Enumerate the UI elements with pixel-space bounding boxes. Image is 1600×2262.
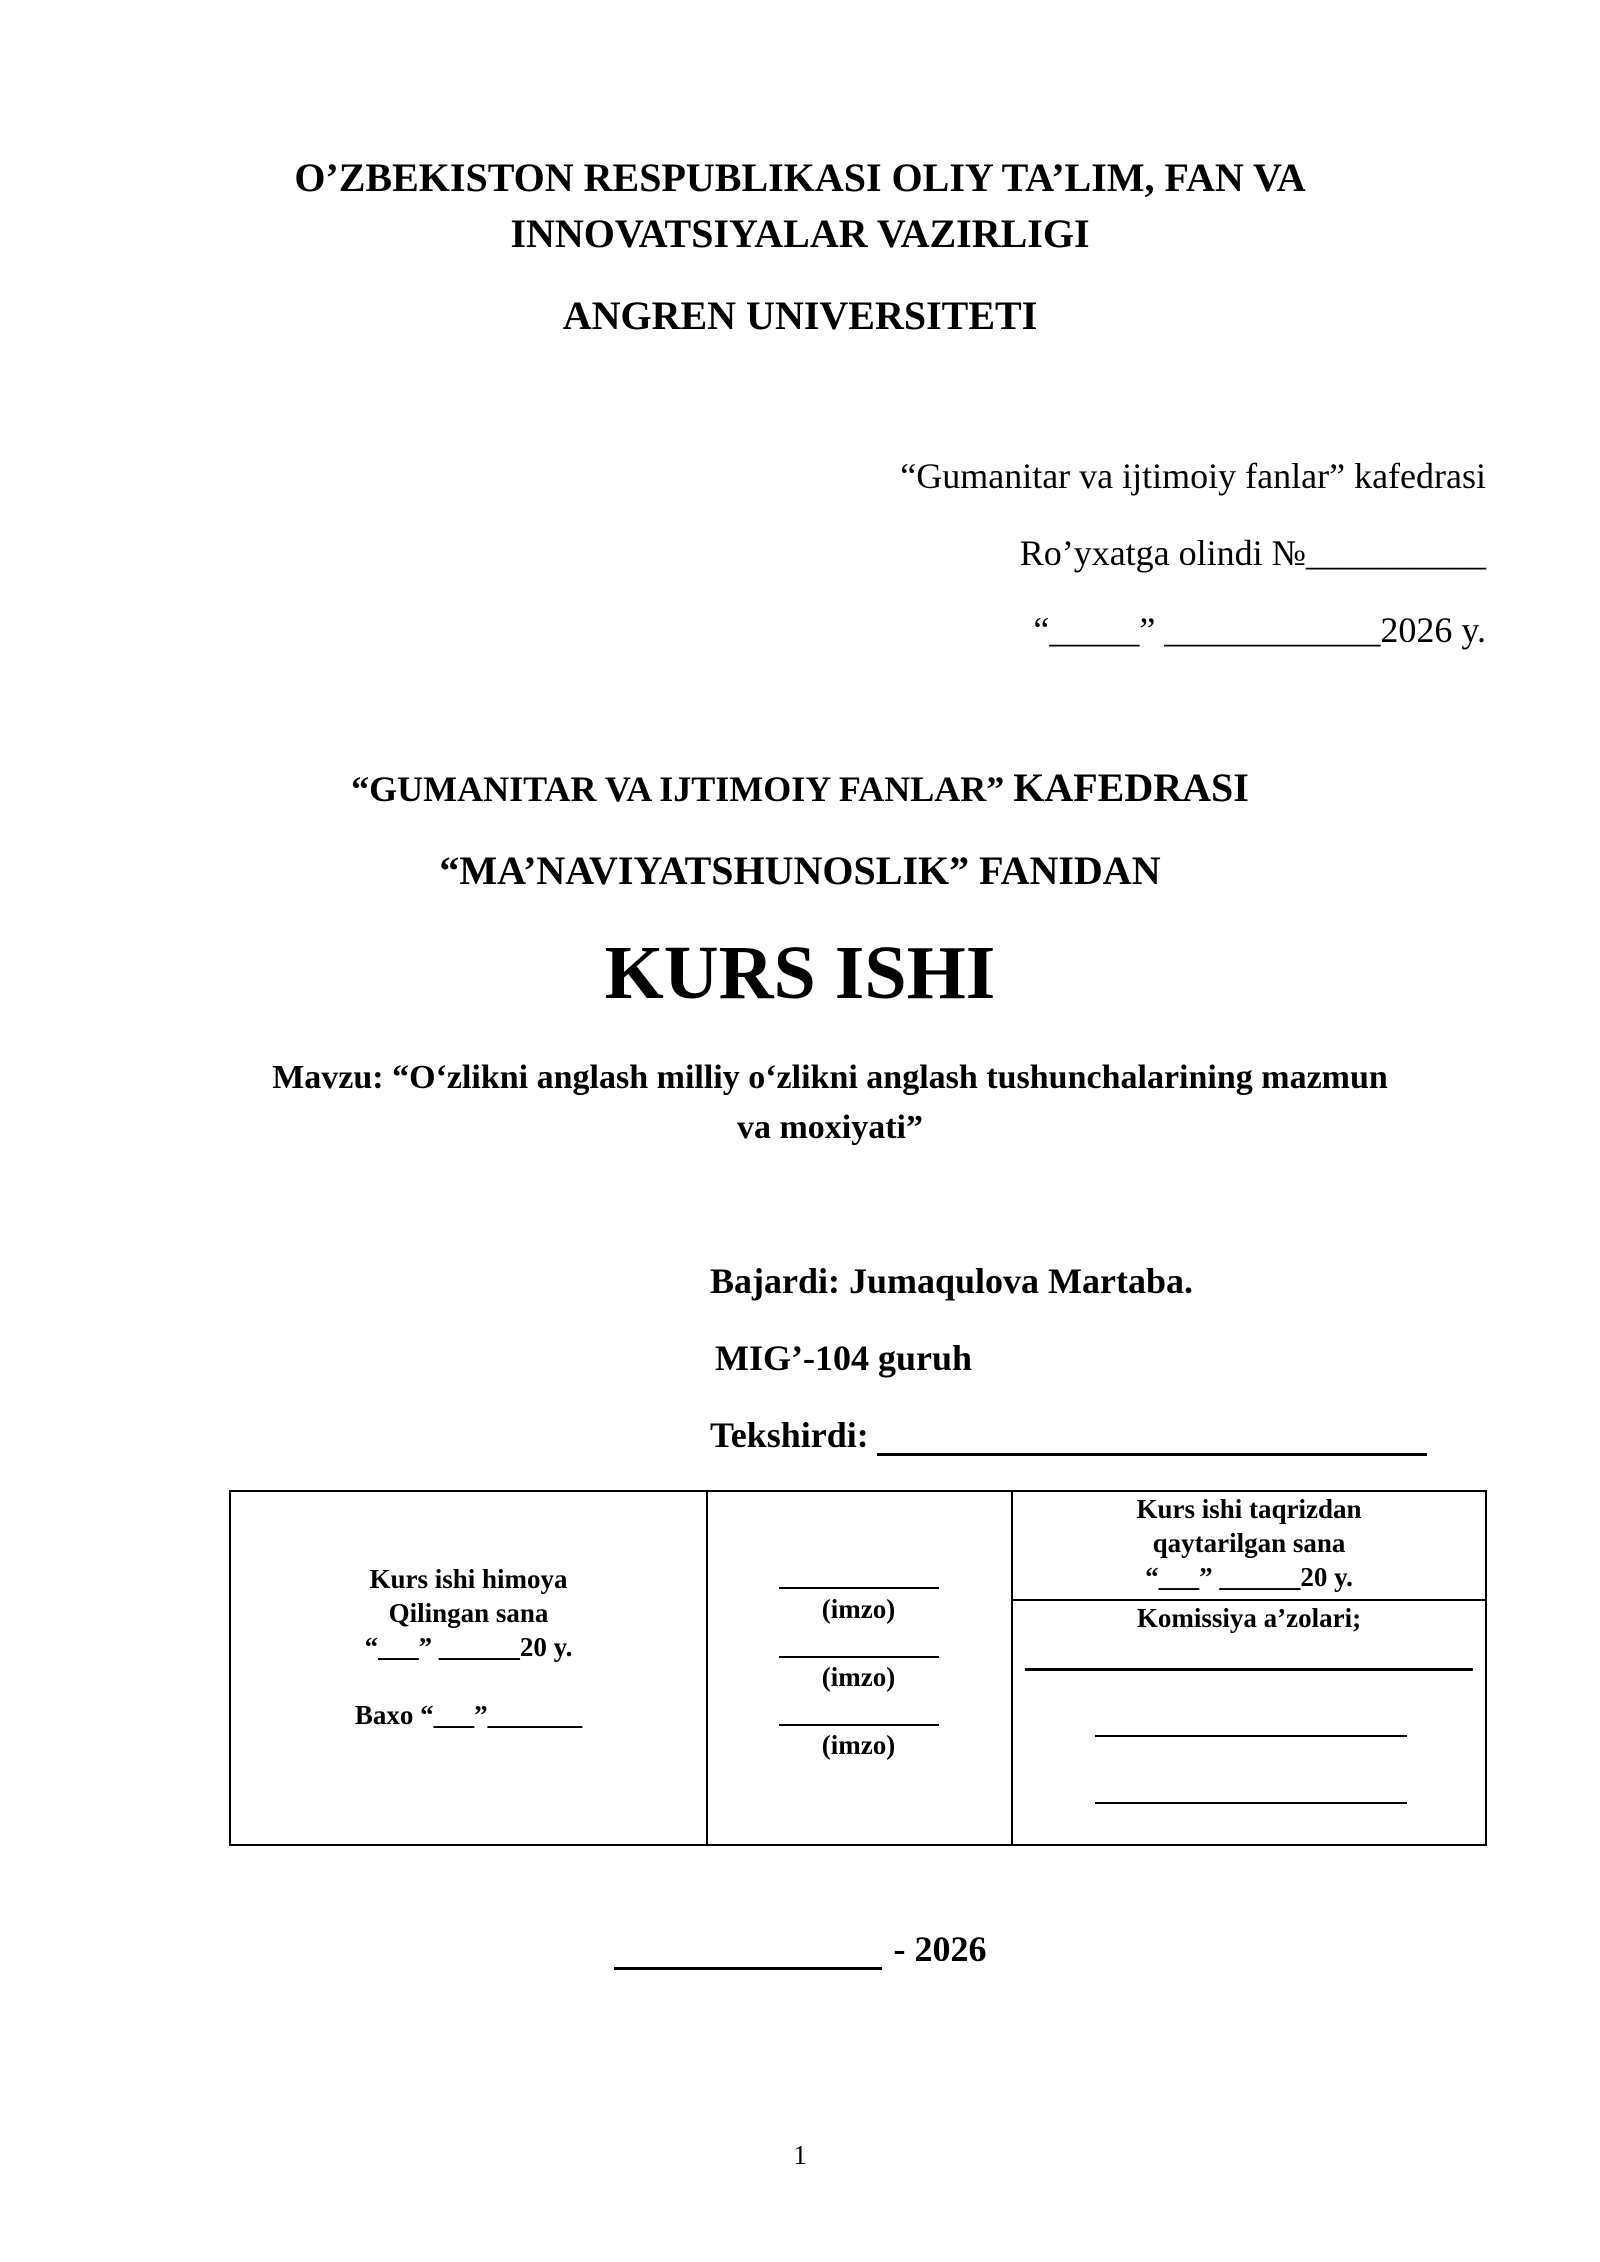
signature-line-1 [779, 1587, 939, 1589]
returned-date: “___” ______20 y. [1145, 1562, 1353, 1592]
department-title-word: KAFEDRASI [1013, 765, 1249, 810]
author-group: MIG’-104 guruh [715, 1338, 973, 1378]
checked-by-label: Tekshirdi: [710, 1415, 869, 1455]
subject-title: “MA’NAVIYATSHUNOSLIK” FANIDAN [439, 848, 1161, 893]
department-title-caps: “GUMANITAR VA IJTIMOIY FANLAR” [351, 769, 1005, 809]
department-title [0, 764, 1600, 811]
topic [180, 1053, 1480, 1153]
defense-label-2: Qilingan sana [388, 1598, 549, 1628]
signature-line-2 [779, 1656, 939, 1658]
checked-by [710, 1414, 1427, 1456]
ministry-name [0, 150, 1600, 262]
checked-by-blank [877, 1419, 1427, 1456]
year-label: - 2026 [893, 1929, 987, 1969]
defense-date: “___” ______20 y. [364, 1632, 573, 1662]
commission-line-2 [1095, 1735, 1407, 1737]
defense-table [229, 1490, 1487, 1846]
ministry-line-1: O’ZBEKISTON RESPUBLIKASI OLIY TA’LIM, FAN VA [294, 155, 1306, 200]
topic-line-2: va moxiyati” [736, 1109, 924, 1146]
returned-label-2: qaytarilgan sana [1152, 1528, 1346, 1558]
work-type-title: KURS ISHI [604, 931, 996, 1015]
grade: Baxo “___”_______ [354, 1700, 583, 1730]
footer-year [0, 1928, 1600, 1970]
university-name: ANGREN UNIVERSITETI [562, 293, 1038, 338]
returned-label-1: Kurs ishi taqrizdan [1136, 1494, 1362, 1524]
ministry-line-2: INNOVATSIYALAR VAZIRLIGI [510, 211, 1090, 256]
returned-info [1011, 1492, 1487, 1594]
signature-label-1: (imzo) [821, 1594, 896, 1624]
defense-info [231, 1562, 706, 1664]
signature-line-3 [779, 1724, 939, 1726]
commission-label: Komissiya a’zolari; [1136, 1603, 1362, 1633]
topic-line-1: Mavzu: “O‘zlikni anglash milliy o‘zlikni anglash tushunchalarining mazmun [272, 1059, 1388, 1096]
registration-number: Ro’yxatga olindi №__________ [1019, 533, 1486, 573]
registration-date: “_____” ____________2026 y. [1033, 610, 1486, 650]
commission-line-3 [1095, 1802, 1407, 1804]
commission-line-1 [1025, 1668, 1473, 1671]
city-blank [614, 1937, 882, 1970]
department-label: “Gumanitar va ijtimoiy fanlar” kafedrasi [900, 456, 1486, 496]
signature-label-3: (imzo) [821, 1730, 896, 1760]
author-name: Bajardi: Jumaqulova Martaba. [710, 1261, 1194, 1301]
signature-label-2: (imzo) [821, 1662, 896, 1692]
page-number: 1 [793, 2140, 807, 2170]
defense-label-1: Kurs ishi himoya [369, 1564, 568, 1594]
